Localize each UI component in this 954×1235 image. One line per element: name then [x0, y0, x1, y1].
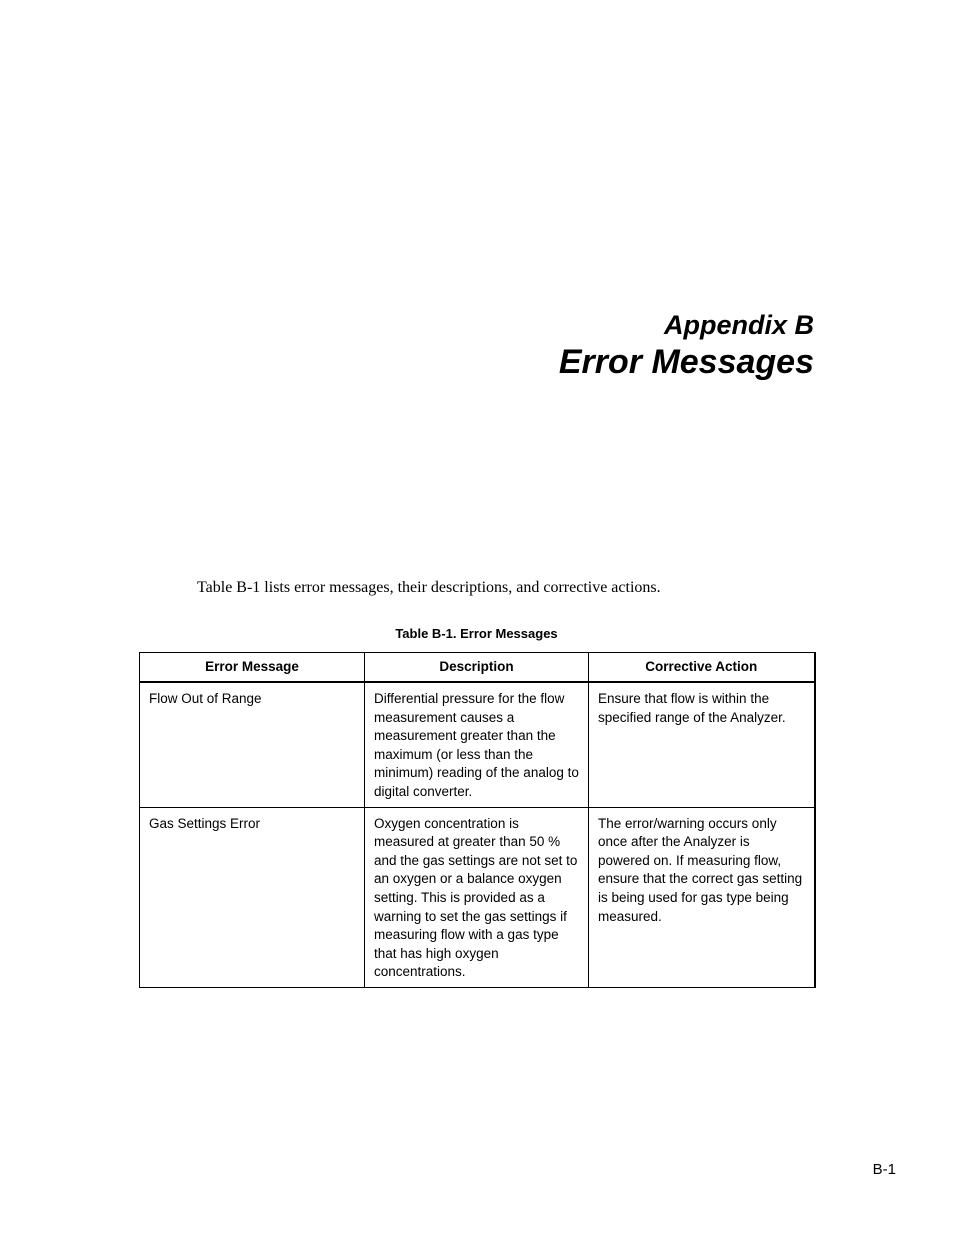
table-row	[140, 682, 815, 807]
error-message-cell: Gas Settings Error	[140, 807, 365, 987]
column-header-corrective-action: Corrective Action	[589, 653, 815, 683]
chapter-title: Error Messages	[558, 343, 814, 381]
error-messages-table	[139, 652, 816, 988]
corrective-action-cell: Ensure that flow is within the specified range of the Analyzer.	[589, 682, 815, 807]
column-header-error-message: Error Message	[140, 653, 365, 683]
table-caption: Table B-1. Error Messages	[395, 626, 558, 641]
description-cell: Differential pressure for the flow measurement causes a measurement greater than the maximum (or less than the minimum) reading of the analog to digital converter.	[365, 682, 589, 807]
appendix-label: Appendix B	[663, 310, 814, 340]
page-number: B-1	[872, 1161, 896, 1178]
table-header-row	[140, 653, 815, 683]
table-row	[140, 807, 815, 987]
corrective-action-cell: The error/warning occurs only once after the Analyzer is powered on. If measuring flow, ensure that the correct gas setting is being used for gas type being measured.	[589, 807, 815, 987]
chapter-heading	[559, 308, 814, 382]
error-message-cell: Flow Out of Range	[140, 682, 365, 807]
column-header-description: Description	[365, 653, 589, 683]
intro-paragraph: Table B-1 lists error messages, their descriptions, and corrective actions.	[197, 579, 661, 596]
description-cell: Oxygen concentration is measured at greater than 50 % and the gas settings are not set to an oxygen or a balance oxygen setting. This is provided as a warning to set the gas settings if measuring flow with a gas type that has high oxygen concentrations.	[365, 807, 589, 987]
